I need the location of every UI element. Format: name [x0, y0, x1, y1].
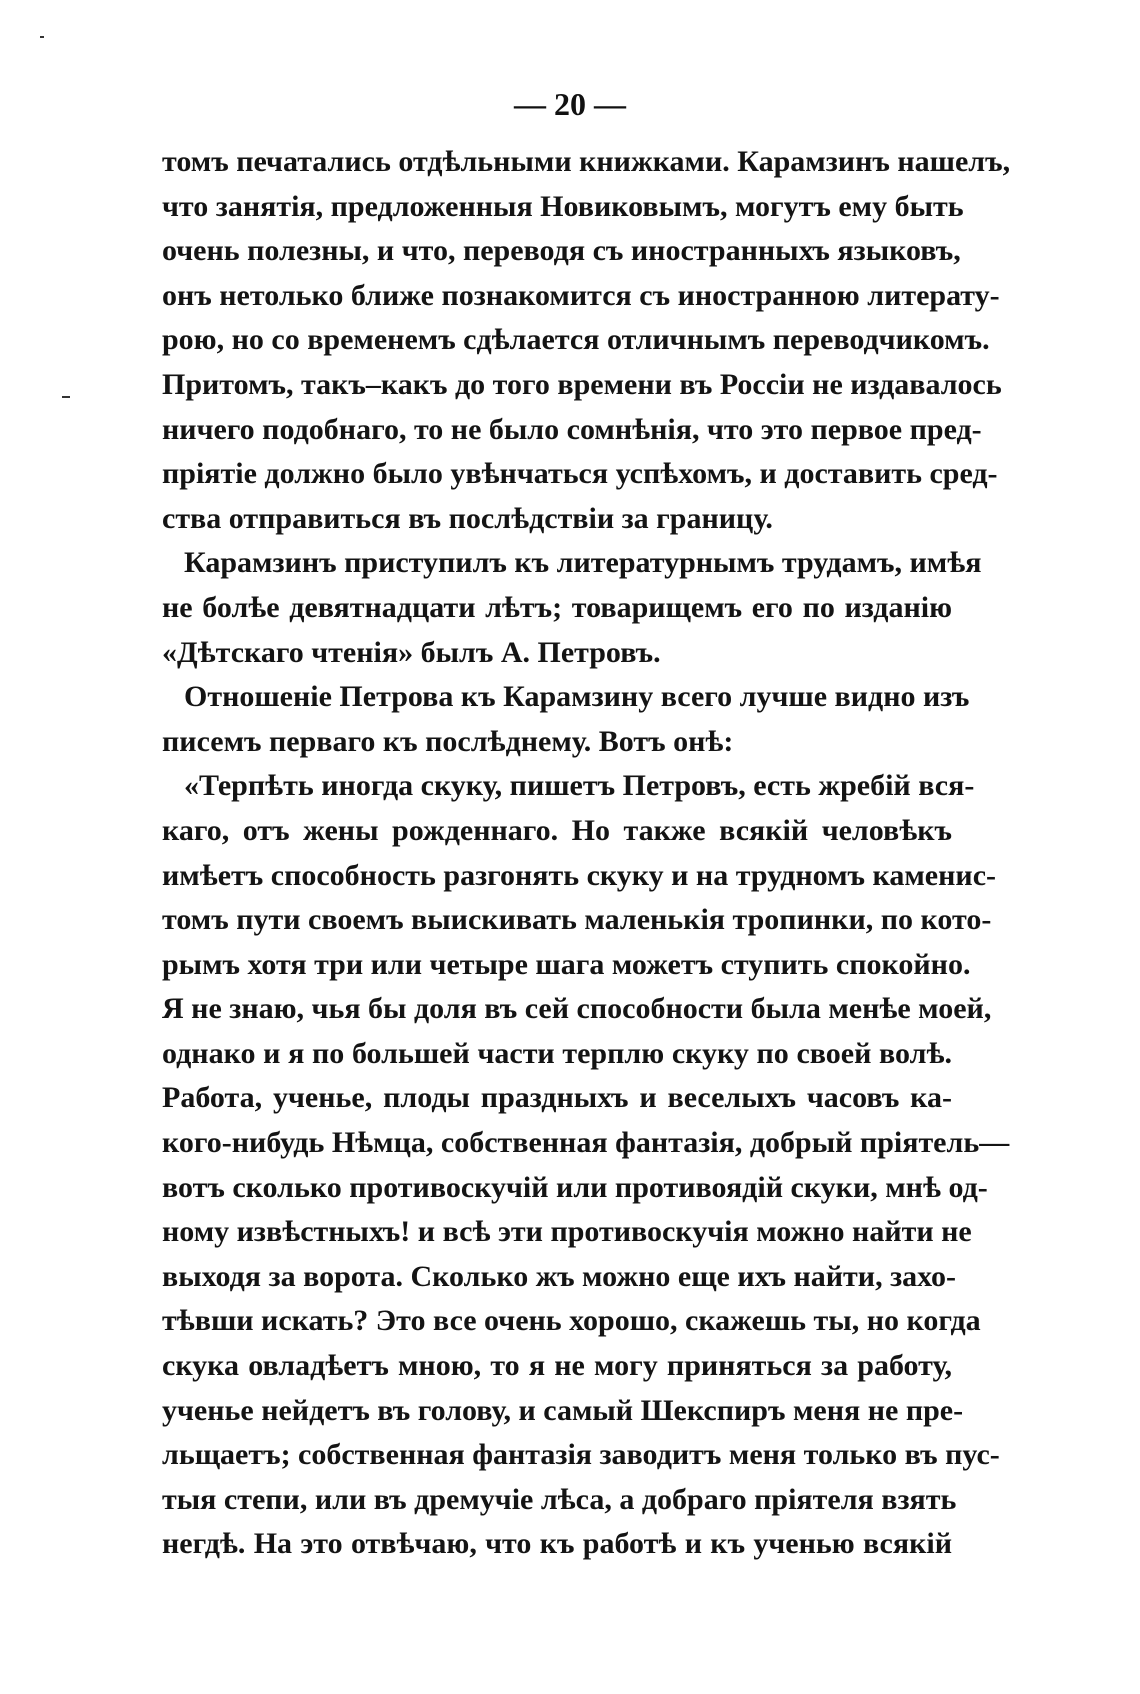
text-line: тыя степи, или въ дремучіе лѣса, а добраго пріятеля взять — [162, 1482, 957, 1516]
text-line: имѣетъ способность разгонять скуку и на трудномъ каменис- — [162, 858, 996, 892]
body-text — [162, 140, 1011, 1567]
text-line: что занятія, предложенныя Новиковымъ, могутъ ему быть — [162, 189, 964, 223]
text-line: однако и я по большей части терплю скуку по своей волѣ. — [162, 1036, 952, 1070]
text-line: Притомъ, такъ–какъ до того времени въ Россіи не издавалось — [162, 367, 1002, 401]
text-line: онъ нетолько ближе познакомится съ иностранною литерату- — [162, 278, 1000, 312]
text-line: ничего подобнаго, то не было сомнѣнія, что это первое пред- — [162, 412, 982, 446]
text-line: тѣвши искать? Это все очень хорошо, скажешь ты, но когда — [162, 1304, 981, 1338]
text-line: каго, отъ жены рожденнаго. Но также всякій человѣкъ — [162, 813, 952, 847]
text-line: кого-нибудь Нѣмца, собственная фантазія, добрый пріятель— — [162, 1126, 1010, 1160]
text-line: пріятіе должно было увѣнчаться успѣхомъ, и доставить сред- — [162, 457, 998, 491]
text-line: писемъ перваго къ послѣднему. Вотъ онѣ: — [162, 724, 734, 758]
scan-speck — [40, 36, 44, 38]
text-line: выходя за ворота. Сколько жъ можно еще ихъ найти, захо- — [162, 1259, 956, 1293]
text-line: ученье нейдетъ въ голову, и самый Шекспиръ меня не пре- — [162, 1393, 964, 1427]
text-line: льщаетъ; собственная фантазія заводитъ меня только въ пус- — [162, 1438, 1000, 1472]
scan-speck — [62, 396, 70, 398]
text-line: рымъ хотя три или четыре шага можетъ ступить спокойно. — [162, 947, 971, 981]
text-line: «Терпѣть иногда скуку, пишетъ Петровъ, есть жребій вся- — [184, 769, 975, 803]
text-line: ному извѣстныхъ! и всѣ эти противоскучія можно найти не — [162, 1215, 972, 1249]
text-line: ства отправиться въ послѣдствіи за границу. — [162, 501, 773, 535]
text-line: рою, но со временемъ сдѣлается отличнымъ переводчикомъ. — [162, 323, 990, 357]
text-line: вотъ сколько противоскучій или противоядій скуки, мнѣ од- — [162, 1170, 988, 1204]
text-line: очень полезны, и что, переводя съ иностранныхъ языковъ, — [162, 234, 961, 268]
text-line: томъ пути своемъ выискивать маленькія тропинки, по кото- — [162, 903, 992, 937]
text-line: Отношеніе Петрова къ Карамзину всего лучше видно изъ — [184, 680, 970, 714]
text-line: не болѣе девятнадцати лѣтъ; товарищемъ его по изданію — [162, 590, 952, 624]
text-line: Я не знаю, чья бы доля въ сей способности была менѣе моей, — [162, 992, 992, 1026]
text-line: скука овладѣетъ мною, то я не могу приняться за работу, — [162, 1349, 952, 1383]
text-line: Карамзинъ приступилъ къ литературнымъ трудамъ, имѣя — [184, 546, 982, 580]
text-line: томъ печатались отдѣльными книжками. Карамзинъ нашелъ, — [162, 145, 1011, 178]
text-line: негдѣ. На это отвѣчаю, что къ работѣ и къ ученью всякій — [162, 1527, 952, 1561]
page-number: — 20 — — [514, 86, 626, 122]
text-line: Работа, ученье, плоды праздныхъ и веселыхъ часовъ ка- — [162, 1081, 952, 1115]
text-line: «Дѣтскаго чтенія» былъ А. Петровъ. — [162, 635, 661, 669]
